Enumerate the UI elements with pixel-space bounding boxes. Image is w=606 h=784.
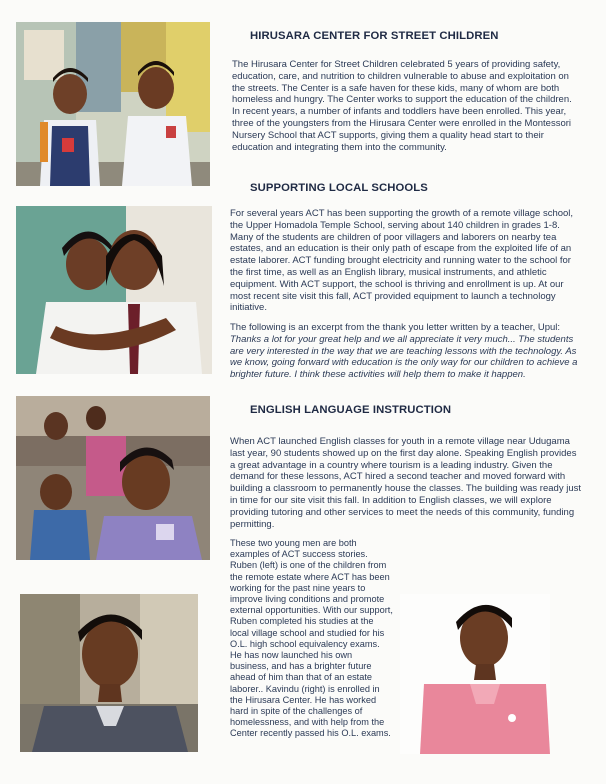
photo-school-girls [16, 206, 212, 374]
photo-kavindu [400, 594, 550, 754]
photo-english-class-boys [16, 396, 210, 560]
paragraph-english-classes: When ACT launched English classes for youth in a remote village near Udugama last year, 90 students showed up on the first day alone. Speaking English provides a great advantage in a country where tourism is a leading industry. Given the demand for these lessons, ACT hired a second teacher and moved forward with building a classroom to permanently house the classes. The building was ready just in time for our site visit this fall. In addition to English classes, we will explore providing tutoring and other services to meet the needs of this community, funding permitting. [230, 436, 581, 530]
photo-ruben [20, 594, 198, 752]
photo-hirusara-children [16, 22, 210, 186]
heading-supporting-local-schools: SUPPORTING LOCAL SCHOOLS [250, 182, 428, 194]
paragraph-supporting-local-schools: For several years ACT has been supporting the growth of a remote village school, the Upper Homadola Temple School, serving about 140 children in grades 1-8. Many of the students are children of poor villagers and laborers on nearby tea estates, and an education is their only path of escape from the exploited life of an estate laborer. ACT funding brought electricity and running water to the school for the first time, as well as an English library, musical instruments, and athletic equipment. With ACT support, the school is thriving and enrollment is up. At our most recent site visit this fall, ACT provided equipment to launch a technology initiative. [230, 208, 574, 314]
teacher-quote: Thanks a lot for your great help and we all appreciate it very much... The students are very interested in the way that we are teaching lessons with the technology. As we know, going forward with education is the only way for our children to achieve a brighter future. I think these activities will help them to make it happen. [230, 333, 578, 381]
heading-hirusara-center: HIRUSARA CENTER FOR STREET CHILDREN [250, 30, 499, 42]
teacher-letter-excerpt [230, 322, 582, 381]
paragraph-success-stories: These two young men are both examples of ACT success stories. Ruben (left) is one of the children from the remote estate where ACT has been working for the past nine years to improve living conditions and promote external opportunities. With our support, Ruben completed his studies at the local village school and studied for his O.L. high school equivalency exams. He has now launched his own business, and has a brighter future ahead of him than that of an estate laborer.. Kavindu (right) is enrolled in the Hirusara Center. He has worked hard in spite of the challenges of homelessness, and with help from the Center recently passed his O.L. exams. [230, 538, 393, 739]
quote-intro: The following is an excerpt from the thank you letter written by a teacher, Upul: [230, 322, 561, 333]
paragraph-hirusara-center: The Hirusara Center for Street Children celebrated 5 years of providing safety, education, care, and nutrition to children vulnerable to abuse and exploitation on the streets. The Center is a safe haven for these kids, many of whom are both homeless and hungry. The Center works to support the education of the children. In recent years, a number of infants and toddlers have been enrolled. This year, three of the youngsters from the Hirusara Center were enrolled in the Montessori Nursery School that ACT supports, giving them a quality head start to their education and integrating them into the community. [232, 59, 572, 153]
heading-english-language-instruction: ENGLISH LANGUAGE INSTRUCTION [250, 404, 452, 416]
